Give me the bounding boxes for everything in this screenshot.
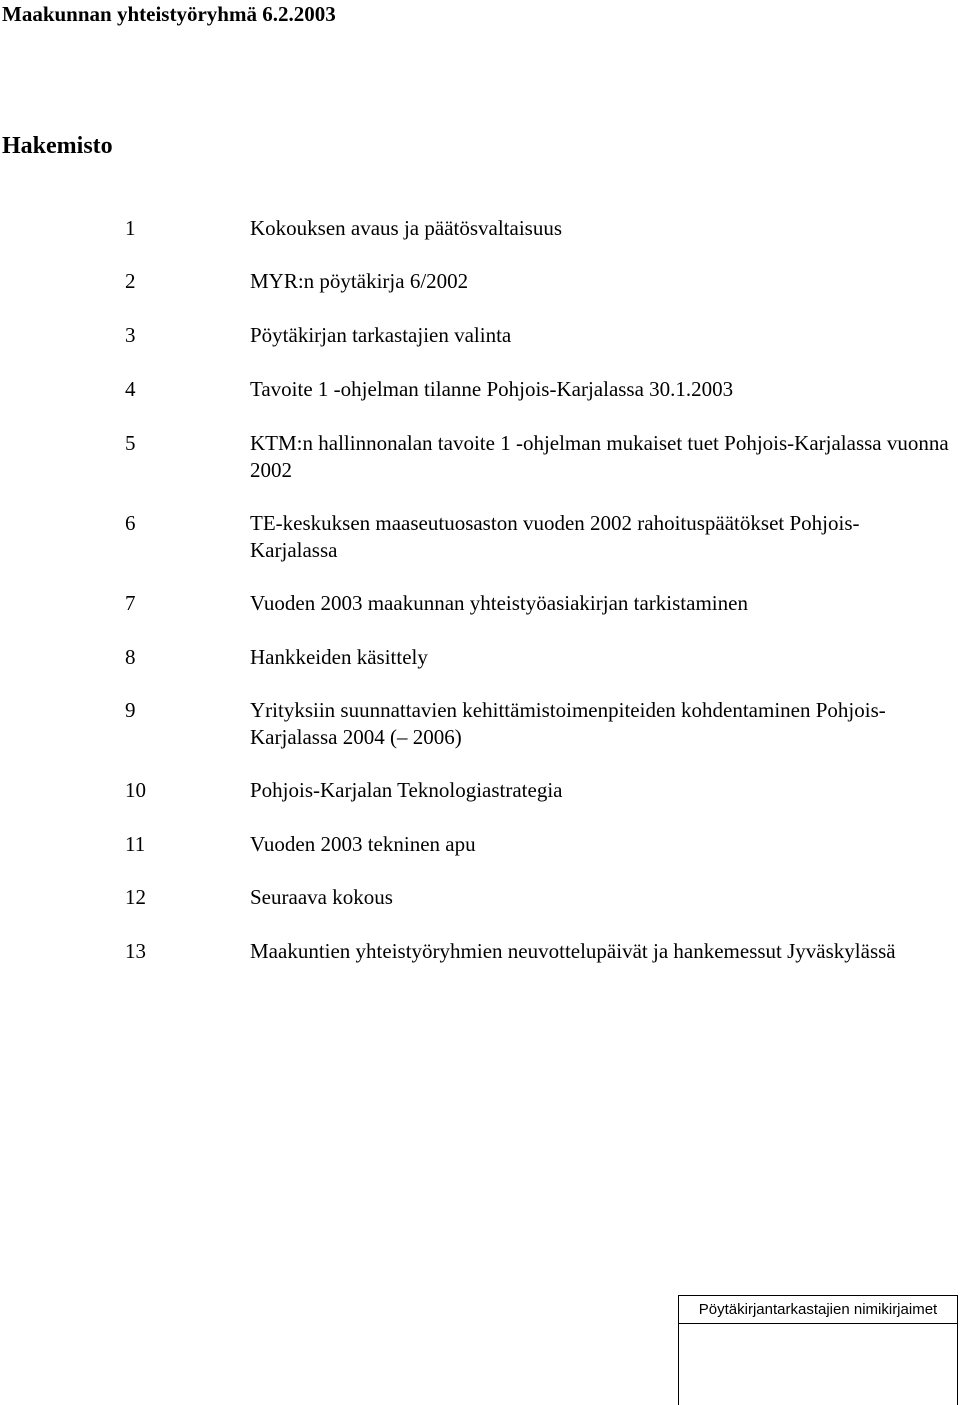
agenda-item-number: 2 <box>125 269 136 293</box>
agenda-item-text: Hankkeiden käsittely <box>250 645 428 669</box>
agenda-item-text: Kokouksen avaus ja päätösvaltaisuus <box>250 216 563 240</box>
agenda-item-text: MYR:n pöytäkirja 6/2002 <box>250 269 469 293</box>
agenda-item-number: 1 <box>125 216 136 240</box>
signature-label: Pöytäkirjantarkastajien nimikirjaimet <box>679 1296 957 1324</box>
agenda-item-text: Tavoite 1 -ohjelman tilanne Pohjois-Karjalassa 30.1.2003 <box>250 377 734 401</box>
agenda-item-number: 9 <box>125 698 136 722</box>
page-header-title: Maakunnan yhteistyöryhmä 6.2.2003 <box>2 2 336 26</box>
agenda-item-text: TE-keskuksen maaseutuosaston vuoden 2002 rahoituspäätökset Pohjois-Karjalassa <box>250 511 860 562</box>
agenda-item-text: Vuoden 2003 maakunnan yhteistyöasiakirjan tarkistaminen <box>250 591 748 615</box>
agenda-item-number: 11 <box>125 832 146 856</box>
agenda-item-number: 7 <box>125 591 136 615</box>
agenda-item-number: 5 <box>125 431 136 455</box>
agenda-item-text: Maakuntien yhteistyöryhmien neuvottelupäivät ja hankemessut Jyväskylässä <box>250 939 896 963</box>
agenda-item-number: 12 <box>125 885 146 909</box>
agenda-item-text: Yrityksiin suunnattavien kehittämistoimenpiteiden kohdentaminen Pohjois-Karjalassa 2004 (– 2006) <box>250 698 886 749</box>
agenda-item-text: Pöytäkirjan tarkastajien valinta <box>250 323 512 347</box>
agenda-item-text: Pohjois-Karjalan Teknologiastrategia <box>250 778 563 802</box>
agenda-item-text: KTM:n hallinnonalan tavoite 1 -ohjelman mukaiset tuet Pohjois-Karjalassa vuonna 2002 <box>250 431 949 482</box>
agenda-item-number: 8 <box>125 645 136 669</box>
agenda-item-text: Seuraava kokous <box>250 885 393 909</box>
agenda-item-number: 10 <box>125 778 146 802</box>
agenda-item-number: 3 <box>125 323 136 347</box>
signature-box <box>678 1295 958 1405</box>
agenda-item-number: 13 <box>125 939 146 963</box>
document-title: Hakemisto <box>2 133 113 159</box>
agenda-item-number: 4 <box>125 377 136 401</box>
agenda-item-text: Vuoden 2003 tekninen apu <box>250 832 476 856</box>
agenda-item-number: 6 <box>125 511 136 535</box>
